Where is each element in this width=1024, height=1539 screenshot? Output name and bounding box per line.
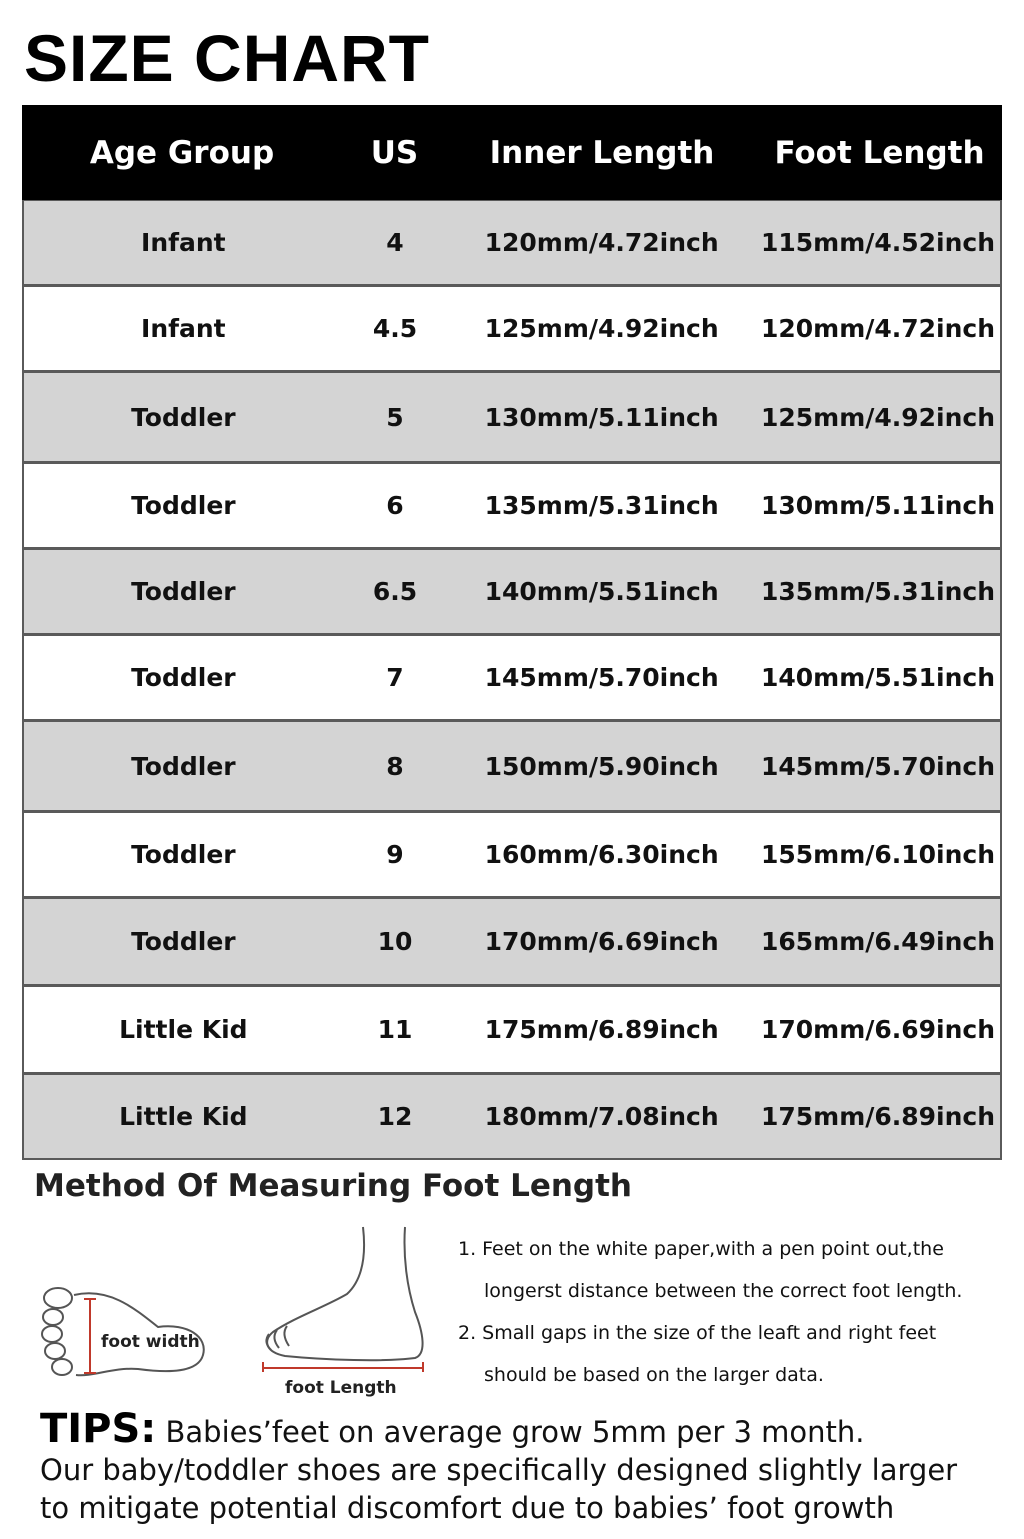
cell-inner-length: 130mm/5.11inch bbox=[484, 402, 719, 432]
cell-us: 7 bbox=[386, 663, 404, 692]
table-row bbox=[22, 372, 1002, 463]
table-row bbox=[22, 463, 1002, 549]
cell-age-group: Toddler bbox=[131, 402, 236, 432]
table-row bbox=[22, 721, 1002, 812]
table-row bbox=[22, 549, 1002, 635]
table-header-row bbox=[22, 105, 1002, 200]
cell-inner-length: 150mm/5.90inch bbox=[484, 751, 719, 781]
table-row bbox=[22, 635, 1002, 721]
cell-foot-length: 155mm/6.10inch bbox=[760, 840, 996, 869]
cell-foot-length: 175mm/6.89inch bbox=[760, 1102, 996, 1131]
cell-us: 4.5 bbox=[372, 314, 418, 343]
cell-us: 6 bbox=[386, 491, 404, 520]
cell-inner-length: 170mm/6.69inch bbox=[484, 927, 719, 956]
table-row bbox=[22, 986, 1002, 1074]
cell-inner-length: 140mm/5.51inch bbox=[484, 577, 719, 606]
cell-age-group: Little Kid bbox=[119, 1015, 248, 1044]
foot-length-label: foot Length bbox=[285, 1378, 397, 1398]
cell-age-group: Toddler bbox=[131, 577, 236, 606]
cell-us: 12 bbox=[377, 1102, 413, 1131]
table-body bbox=[22, 200, 1002, 1160]
foot-width-figure bbox=[38, 1285, 213, 1385]
cell-inner-length: 175mm/6.89inch bbox=[484, 1015, 719, 1044]
cell-age-group: Toddler bbox=[131, 751, 236, 781]
cell-age-group: Toddler bbox=[131, 927, 236, 956]
cell-us: 10 bbox=[377, 927, 413, 956]
cell-age-group: Infant bbox=[141, 228, 226, 257]
header-age-group: Age Group bbox=[89, 134, 275, 171]
tips-line-1 bbox=[40, 1406, 1020, 1452]
tips-line-2: Our baby/toddler shoes are specifically designed slightly larger bbox=[40, 1453, 958, 1487]
table-row bbox=[22, 812, 1002, 898]
cell-foot-length: 115mm/4.52inch bbox=[760, 228, 996, 257]
cell-inner-length: 145mm/5.70inch bbox=[484, 663, 719, 692]
tips-section bbox=[40, 1406, 1020, 1527]
table-row bbox=[22, 286, 1002, 372]
cell-foot-length: 130mm/5.11inch bbox=[760, 491, 996, 520]
header-us: US bbox=[370, 134, 419, 171]
cell-us: 8 bbox=[386, 751, 404, 781]
cell-foot-length: 145mm/5.70inch bbox=[760, 751, 996, 781]
tips-label: TIPS: bbox=[40, 1406, 157, 1452]
cell-us: 5 bbox=[386, 402, 404, 432]
table-row bbox=[22, 898, 1002, 986]
cell-foot-length: 140mm/5.51inch bbox=[760, 663, 996, 692]
table-row bbox=[22, 1074, 1002, 1160]
step-1-line-1: 1. Feet on the white paper,with a pen point out,the bbox=[458, 1238, 944, 1260]
foot-side-view-icon bbox=[255, 1222, 435, 1372]
step-1-line-2: longerst distance between the correct foot length. bbox=[484, 1280, 963, 1302]
cell-us: 9 bbox=[386, 840, 404, 869]
header-foot-length: Foot Length bbox=[774, 134, 985, 171]
step-2-line-2: should be based on the larger data. bbox=[484, 1364, 824, 1386]
header-inner-length: Inner Length bbox=[489, 134, 715, 171]
foot-width-label: foot width bbox=[101, 1332, 200, 1352]
cell-inner-length: 120mm/4.72inch bbox=[484, 228, 719, 257]
cell-us: 6.5 bbox=[372, 577, 418, 606]
cell-age-group: Infant bbox=[141, 314, 226, 343]
cell-age-group: Toddler bbox=[131, 663, 236, 692]
cell-age-group: Little Kid bbox=[119, 1102, 248, 1131]
foot-length-figure bbox=[255, 1222, 435, 1407]
cell-foot-length: 120mm/4.72inch bbox=[760, 314, 996, 343]
page-title: SIZE CHART bbox=[24, 21, 430, 95]
cell-age-group: Toddler bbox=[131, 840, 236, 869]
tips-text-1: Babies’feet on average grow 5mm per 3 month. bbox=[156, 1415, 865, 1449]
cell-foot-length: 165mm/6.49inch bbox=[760, 927, 996, 956]
method-title: Method Of Measuring Foot Length bbox=[34, 1168, 633, 1204]
step-2-line-1: 2. Small gaps in the size of the leaft and right feet bbox=[458, 1322, 937, 1344]
table-row bbox=[22, 200, 1002, 286]
cell-inner-length: 160mm/6.30inch bbox=[484, 840, 719, 869]
measuring-steps bbox=[458, 1228, 1018, 1396]
cell-age-group: Toddler bbox=[131, 491, 236, 520]
cell-inner-length: 125mm/4.92inch bbox=[484, 314, 719, 343]
tips-line-3: to mitigate potential discomfort due to babies’ foot growth bbox=[40, 1491, 895, 1525]
size-chart-table bbox=[22, 105, 1002, 1160]
cell-us: 11 bbox=[377, 1015, 413, 1044]
cell-us: 4 bbox=[386, 228, 404, 257]
cell-foot-length: 125mm/4.92inch bbox=[760, 402, 996, 432]
cell-foot-length: 170mm/6.69inch bbox=[760, 1015, 996, 1044]
cell-inner-length: 135mm/5.31inch bbox=[484, 491, 719, 520]
cell-foot-length: 135mm/5.31inch bbox=[760, 577, 996, 606]
cell-inner-length: 180mm/7.08inch bbox=[484, 1102, 719, 1131]
